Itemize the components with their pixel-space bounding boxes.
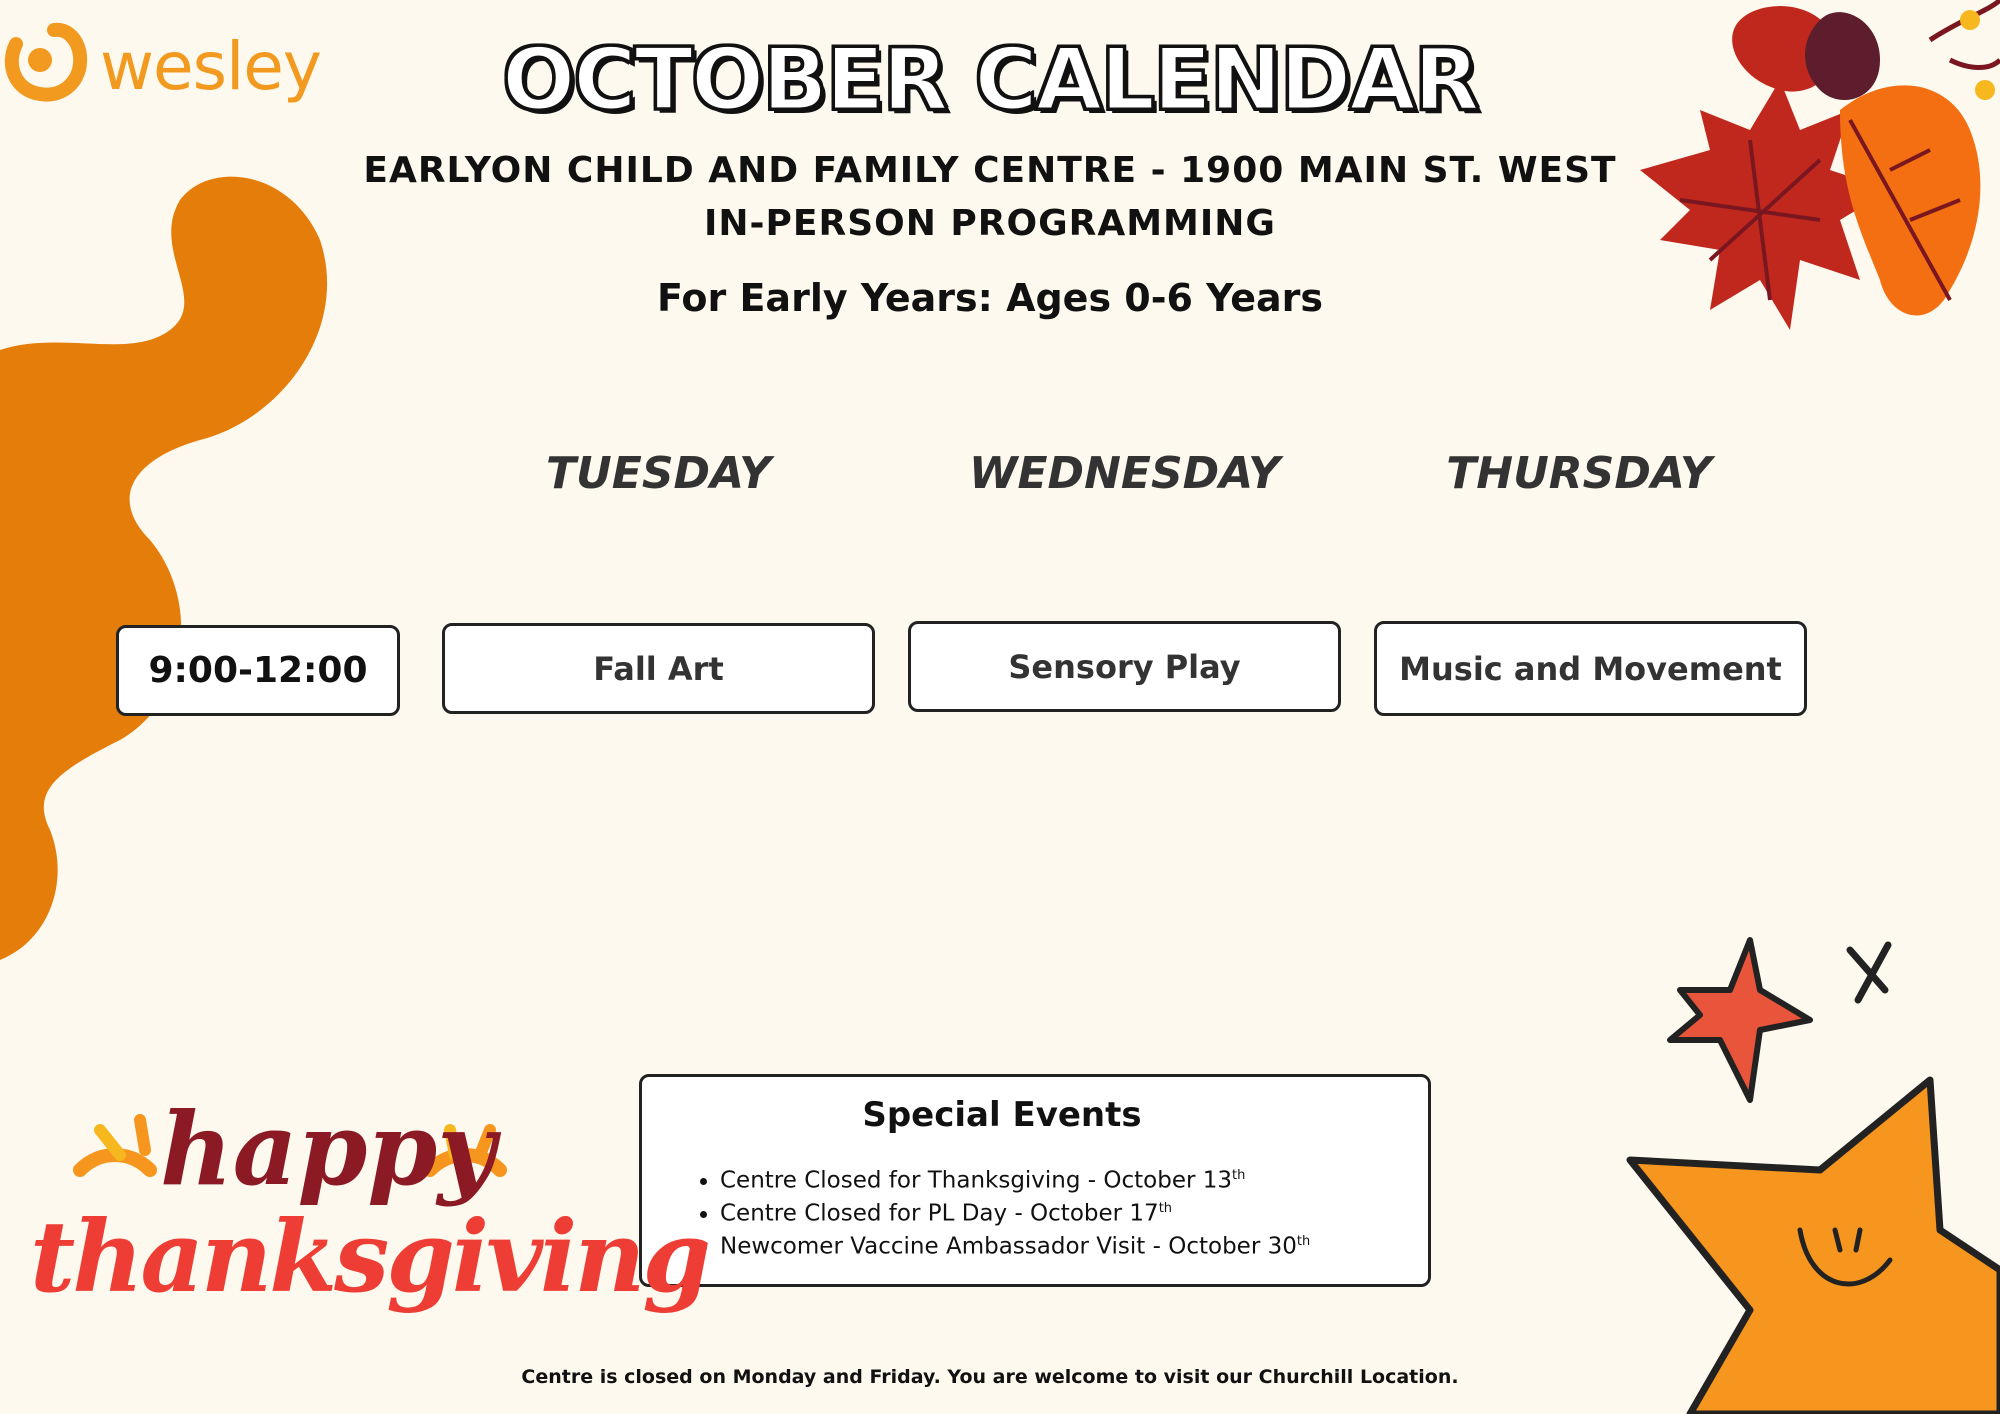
- special-events-title: Special Events: [862, 1095, 1142, 1135]
- special-event-item: • Centre Closed for Thanksgiving - October 13th: [720, 1159, 1310, 1192]
- program-tuesday: Fall Art: [442, 623, 875, 714]
- time-slot: 9:00-12:00: [116, 625, 400, 716]
- day-header-wednesday: WEDNESDAY: [968, 448, 1281, 499]
- special-event-item: • Centre Closed for PL Day - October 17th: [720, 1192, 1310, 1225]
- greeting-happy: happy: [160, 1090, 496, 1208]
- programming-type: IN-PERSON PROGRAMMING: [704, 203, 1276, 244]
- orange-blob-decoration: [0, 0, 340, 980]
- special-event-item: • Newcomer Vaccine Ambassador Visit - October 30th: [720, 1225, 1310, 1258]
- special-events-box: [639, 1074, 1431, 1287]
- day-header-tuesday: TUESDAY: [546, 448, 771, 499]
- brand-name: wesley: [100, 28, 321, 105]
- stars-decoration: [1620, 930, 2000, 1414]
- age-range: For Early Years: Ages 0-6 Years: [656, 276, 1323, 320]
- special-events-list: [682, 1159, 1310, 1258]
- program-thursday: Music and Movement: [1374, 621, 1807, 716]
- day-header-thursday: THURSDAY: [1446, 448, 1712, 499]
- footer-note: Centre is closed on Monday and Friday. You are welcome to visit our Churchill Location.: [521, 1366, 1459, 1388]
- program-wednesday: Sensory Play: [908, 621, 1341, 712]
- greeting-thanksgiving: thanksgiving: [30, 1200, 709, 1315]
- page-title: OCTOBER CALENDAR: [502, 30, 1478, 130]
- centre-address: EARLYON CHILD AND FAMILY CENTRE - 1900 MAIN ST. WEST: [363, 150, 1617, 191]
- happy-thanksgiving-graphic: [20, 1070, 709, 1370]
